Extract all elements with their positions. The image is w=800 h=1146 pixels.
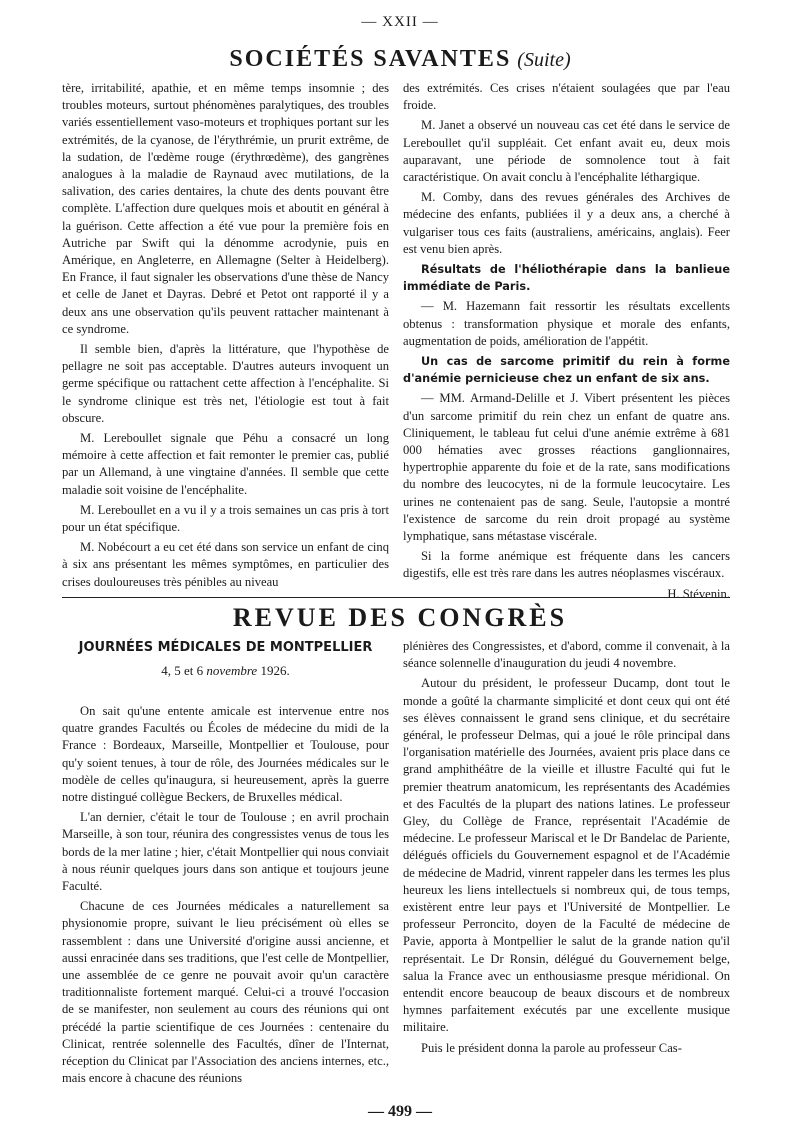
section-title-text: SOCIÉTÉS SAVANTES: [229, 46, 512, 72]
paragraph: M. Comby, dans des revues générales des Archives de médecine des enfants, publiées il y a deux ans, a cherché à vulgariser tous ces faits (australiens, américains, anglais). Feer est venu bien après.: [403, 190, 730, 256]
paragraph: Autour du président, le professeur Ducamp, dont tout le monde a goûté la charmante simplicité et dont ceux qui ont été ses élèves connaissent le grand sens clinique, et du secrétaire général, le professeur Delmas, qui a joué le rôle principal dans l'organisation matérielle des Journées, avaient pris place dans ce grand amphithéâtre de la vieille et illustre Faculté qui fut le premier theatrum anatomicum, les représentants des Académies et des Facultés de la plupart des nations latines. Le professeur Gley, du Collège de France, représentait l'Académie de médecine. Le professeur Mariscal et le Dr Bandelac de Pariente, délégués officiels du Gouvernement espagnol et de l'Académie de médecine de Madrid, vinrent rappeler dans les termes les plus heureux les liens intellectuels si nombreux qui, de tous temps, existèrent entre leur pays et l'Université de Montpellier. Le professeur Perroncito, doyen de la Faculté de médecine de Pavie, apporta à Montpellier le salut de la grande nation qu'il représentait. Le Dr Ronsin, délégué du Gouvernement belge, salua la France avec un enthousiasme presque méridional. On entendit encore beaucoup de beaux discours et de nombreux hymnes parfaitement exécutés par une excellente musique militaire.: [403, 676, 730, 1035]
paragraph: — M. Hazemann fait ressortir les résultats excellents obtenus : transformation physique et morale des enfants, augmentation de poids, amélioration de l'appétit.: [403, 299, 730, 348]
congres-title: REVUE DES CONGRÈS: [232, 603, 568, 632]
section-title-suffix: (Suite): [517, 49, 571, 71]
paragraph: On sait qu'une entente amicale est intervenue entre nos quatre grandes Facultés ou Écoles de médecine du midi de la France : Bordeaux, Marseille, Montpellier et Toulouse, pour qu'y soient tenues, à tour de rôle, des Journées médicales sur le modèle de celles qu'inaugura, si heureusement, après la guerre notre distingué collègue Beckers, de Bruxelles médical.: [62, 704, 389, 805]
paragraph: tère, irritabilité, apathie, et en même temps insomnie ; des troubles moteurs, surtout phénomènes paralytiques, des troubles variés essentiellement vaso-moteurs et trophiques portant sur les extrémités, de la cyanose, de l'érythrémie, un prurit extrême, de la sudation, de l'œdème rouge (érythrœdème), des gangrènes analogues à la maladie de Raynaud avec mutilations, de la salivation, des caries dentaires, la chute des dents pouvant être complète. L'affection dure quelques mois et aboutit en général à la guérison. Cette affection a été vue pour la première fois en Autriche par Swift qui la dénomme acrodynie, puis en Amérique, en Angleterre, en Allemagne (Selter à Heidelberg). En France, il faut signaler les observations d'une thèse de Nancy et celle de Janet et Dayras. Debré et Petot ont rapporté il y a deux ans une observation qu'ils peuvent rattacher maintenant à ce syndrome.: [62, 81, 389, 336]
journees-date: [62, 663, 389, 679]
paragraph: Puis le président donna la parole au professeur Cas-: [421, 1040, 682, 1055]
author-signature: H. Stévenin.: [667, 586, 730, 601]
paragraph: L'an dernier, c'était le tour de Toulouse ; en avril prochain Marseille, à son tour, réunira des congressistes venus de tous les bords de la mer latine ; hier, c'était Montpellier qui nous conviait à nous réunir quelques jours dans son antique et toujours jeune Faculté.: [62, 810, 389, 894]
section-divider: [62, 597, 730, 598]
journees-date-year: 1926.: [260, 663, 290, 678]
roman-page-number: — XXII —: [361, 14, 439, 30]
paragraph: M. Lereboullet signale que Péhu a consacré un long mémoire à cette affection et fait remonter le premier cas, publié par un Allemand, à une vingtaine d'années. Il semble que cette maladie soit voisine de l'encéphalite.: [62, 431, 389, 497]
paragraph: Il semble bien, d'après la littérature, que l'hypothèse de pellagre ne soit pas acceptable. D'autres auteurs invoquent un germe spécifique ou rattachent cette affection à l'encéphalite. Si le syndrome clinique est très net, l'étiologie est tout à fait obscure.: [62, 342, 389, 425]
paragraph: Chacune de ces Journées médicales a naturellement sa physionomie propre, suivant le lieu précisément où elles se rassemblent : dans une Université d'origine aussi ancienne, et aussi enracinée dans ses traditions, que l'est celle de Montpellier, une assemblée de ce genre ne pouvait avoir qu'un caractère traditionnaliste fortement marqué. Celui-ci a trouvé l'occasion de se manifester, non seulement au cours des réunions qui ont précédé la partie scientifique de ces Journées : centenaire du Clinicat, rentrée solennelle des Facultés, dîner de l'Internat, réception du Clinicat par l'Association des anciens internes, etc., mais encore à chacune des réunions: [62, 899, 389, 1086]
societes-column-left: [62, 80, 389, 590]
congres-column-right: [403, 638, 730, 1100]
paragraph-heading: Résultats de l'héliothérapie dans la banlieue immédiate de Paris.: [403, 263, 730, 294]
paragraph: M. Nobécourt a eu cet été dans son service un enfant de cinq à six ans présentant les mêmes symptômes, en particulier des crises douloureuses très pénibles au niveau: [62, 540, 389, 589]
journees-date-month: novembre: [206, 663, 258, 678]
societes-column-right: [403, 80, 730, 601]
paragraph: des extrémités. Ces crises n'étaient soulagées que par l'eau froide.: [403, 81, 730, 113]
page-number: — 499 —: [368, 1103, 432, 1120]
section-title: [0, 46, 800, 73]
paragraph: M. Lereboullet en a vu il y a trois semaines un cas pris à tort pour un état spécifique.: [62, 502, 389, 535]
paragraph: M. Janet a observé un nouveau cas cet été dans le service de Lereboullet qu'il suppléait. Cet enfant avait eu, deux mois auparavant, une période de somnolence tout à fait caractéristique. On avait conclu à l'encéphalite léthargique.: [403, 118, 730, 185]
paragraph: — MM. Armand-Delille et J. Vibert présentent les pièces d'un sarcome primitif du rein chez un enfant de quatre ans. Cliniquement, le tableau fut celui d'une anémie extrême à 681 000 hématies avec grosses réactions ganglionnaires, hypertrophie apparente du foie et de la rate, sans modifications du nombre des leucocytes, ni de la formule leucocytaire. Les urines ne contenaient pas de sang. Seule, l'autopsie a montré l'existence de sarcome du rein droit propagé au système lymphatique, sans métastase viscérale.: [403, 391, 730, 544]
journees-title: JOURNÉES MÉDICALES DE MONTPELLIER: [78, 640, 373, 655]
paragraph: Si la forme anémique est fréquente dans les cancers digestifs, elle est très rare dans les autres néoplasmes viscéraux.: [403, 549, 730, 581]
journees-date-days: 4, 5 et 6: [161, 663, 204, 678]
paragraph-heading: Un cas de sarcome primitif du rein à forme d'anémie pernicieuse chez un enfant de six ans.: [403, 355, 730, 386]
paragraph: plénières des Congressistes, et d'abord, comme il convenait, à la séance solennelle d'inauguration du jeudi 4 novembre.: [403, 639, 730, 671]
congres-column-left: [62, 703, 389, 1100]
